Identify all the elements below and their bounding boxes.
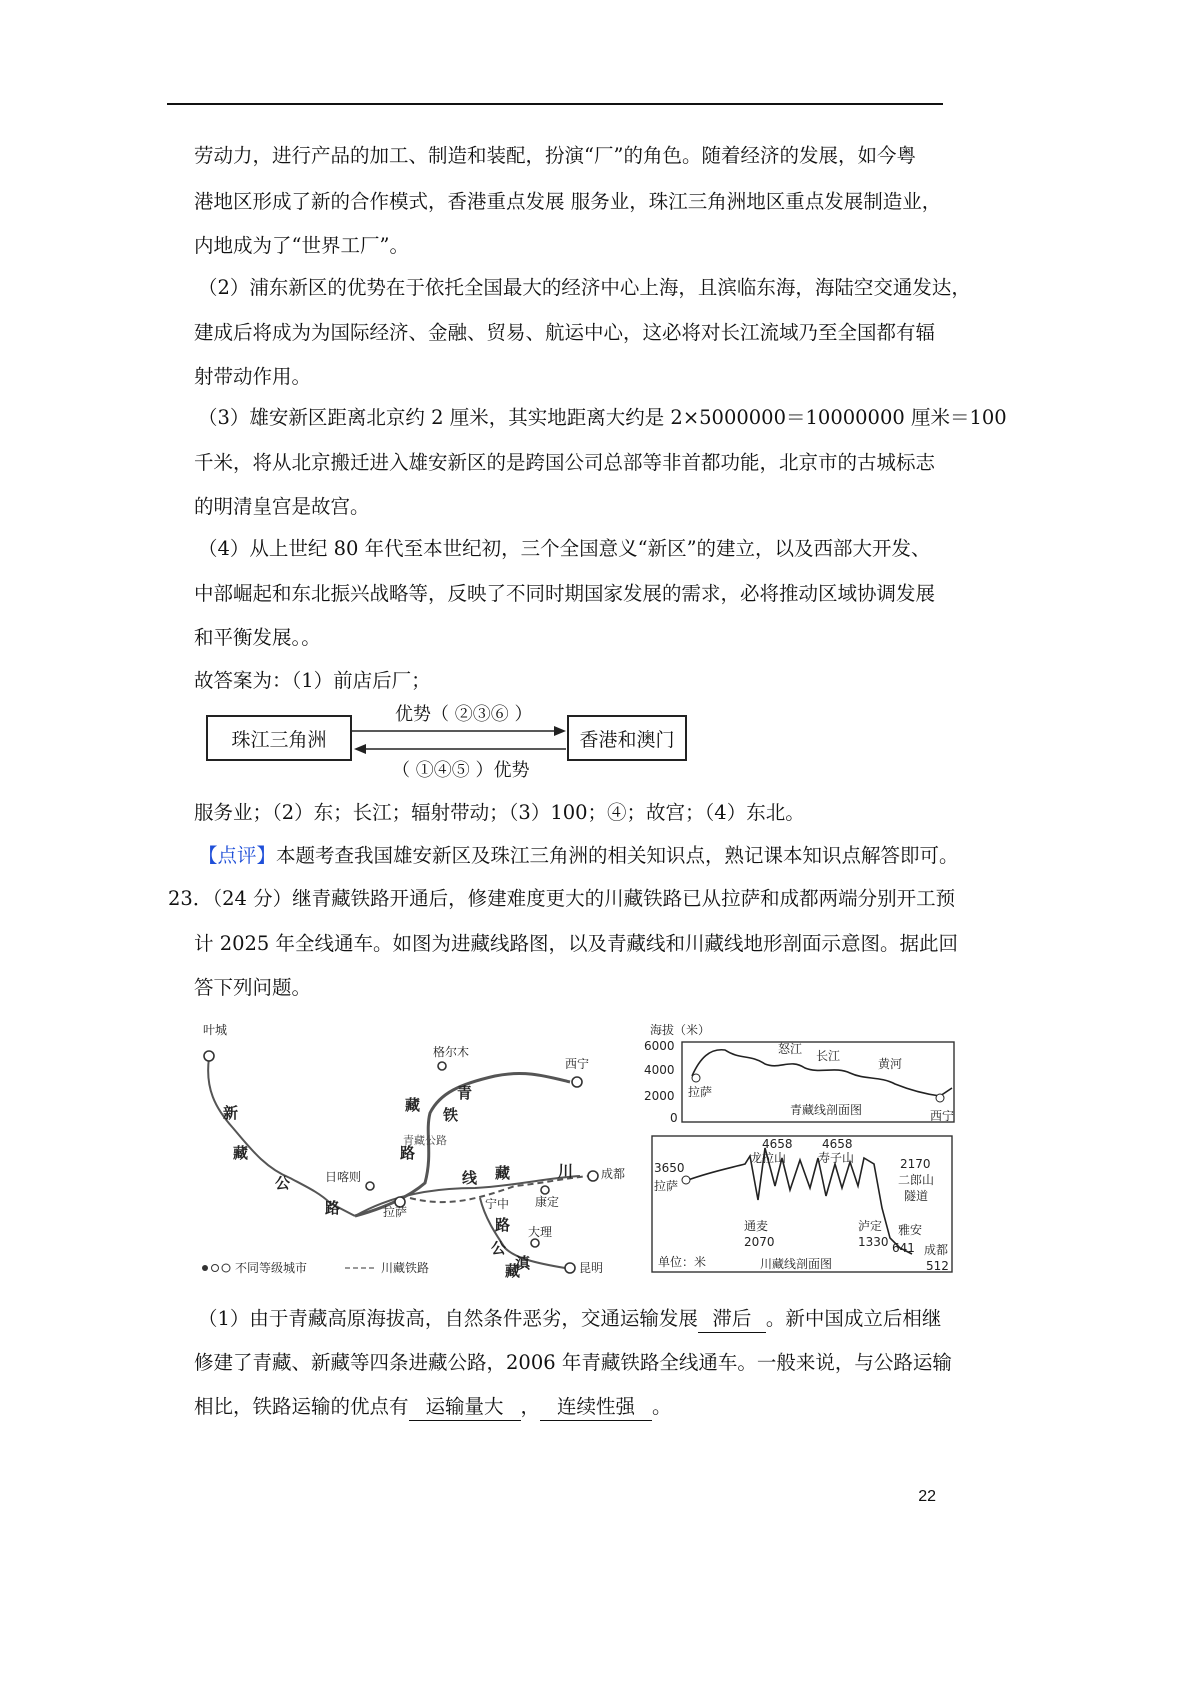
route-map (195, 1018, 625, 1283)
profile1-tick: 4000 (644, 1063, 675, 1077)
profile2-label: 2170 (900, 1157, 931, 1171)
route-char: 藏 (505, 1262, 521, 1280)
subquestion-1-answers (194, 1394, 672, 1421)
chuanzang-profile (650, 1128, 960, 1278)
map-city-label: 成都 (601, 1167, 625, 1181)
route-char: 路 (325, 1199, 341, 1217)
city-marker (572, 1077, 582, 1087)
text-line: 劳动力，进行产品的加工、制造和装配，扮演“厂”的角色。随着经济的发展，如今粤 (194, 144, 916, 167)
profile2-label: 641 (892, 1241, 915, 1255)
text-line: 港地区形成了新的合作模式，香港重点发展 服务业，珠江三角洲地区重点发展制造业， (194, 190, 942, 213)
profile2-label: 龙拉山 (750, 1151, 787, 1165)
profile2-label: 隧道 (904, 1189, 929, 1203)
profile1-tick: 6000 (644, 1039, 675, 1053)
profile2-label: 512 (926, 1259, 949, 1273)
xinzang-road-path (208, 1058, 355, 1216)
text-span: 相比，铁路运输的优点有 (194, 1395, 409, 1418)
map-city-label: 日喀则 (325, 1170, 362, 1184)
route-char: 青 (457, 1084, 473, 1102)
route-char: 藏 (405, 1096, 421, 1114)
map-city-label: 宁中 (485, 1197, 510, 1211)
profile1-label: 拉萨 (688, 1085, 713, 1099)
subquestion-1-line (198, 1306, 941, 1333)
map-city-label: 昆明 (579, 1261, 604, 1275)
profile2-label: 成都 (924, 1243, 949, 1257)
city-marker (541, 1186, 549, 1194)
route-char: 路 (400, 1144, 416, 1162)
profile2-label: 3650 (654, 1161, 685, 1175)
header-rule (167, 103, 943, 105)
profile2-label: 通麦 (744, 1219, 769, 1233)
city-marker (588, 1171, 598, 1181)
map-city-label: 西宁 (565, 1057, 590, 1071)
text-line: 服务业；（2）东；长江；辐射带动；（3）100；④；故宫；（4）东北。 (194, 801, 805, 824)
profile1-tick: 0 (670, 1111, 678, 1125)
comment-line (198, 843, 959, 869)
answer-blank: 连续性强 (540, 1394, 652, 1421)
profile2-caption: 川藏线剖面图 (760, 1257, 833, 1271)
route-char: 线 (462, 1169, 478, 1187)
profile1-tick: 2000 (644, 1089, 675, 1103)
text-line: （2）浦东新区的优势在于依托全国最大的经济中心上海，且滨临东海，海陆空交通发达， (198, 276, 971, 299)
text-line: 的明清皇宫是故宫。 (194, 495, 370, 518)
comment-text: 本题考查我国雄安新区及珠江三角洲的相关知识点，熟记课本知识点解答即可。 (276, 844, 959, 867)
answer-blank: 滞后 (698, 1306, 766, 1333)
answer-blank: 运输量大 (409, 1394, 521, 1421)
text-span: ， (520, 1395, 541, 1418)
flow-left-box: 珠江三角洲 (206, 715, 352, 761)
map-city-label: 康定 (535, 1195, 560, 1209)
profile2-label: 泸定 (858, 1219, 883, 1233)
profile1-label: 西宁 (930, 1109, 955, 1123)
profile2-unit: 单位：米 (658, 1255, 707, 1269)
profile2-label: 拉萨 (654, 1179, 679, 1193)
profile1-caption: 青藏线剖面图 (790, 1103, 863, 1117)
text-span: 。新中国成立后相继 (765, 1307, 942, 1330)
text-line: 内地成为了“世界工厂”。 (194, 234, 409, 257)
text-line: 计 2025 年全线通车。如图为进藏线路图，以及青藏线和川藏线地形剖面示意图。据此回 (194, 932, 959, 955)
text-line: 和平衡发展。。 (194, 626, 321, 649)
question-23-line: 23．（24 分）继青藏铁路开通后，修建难度更大的川藏铁路已从拉萨和成都两端分别开工预 (168, 887, 956, 910)
route-char: 滇 (515, 1254, 531, 1272)
text-line: 修建了青藏、新藏等四条进藏公路，2006 年青藏铁路全线通车。一般来说，与公路运输 (194, 1351, 952, 1374)
profile2-label: 二郎山 (898, 1173, 935, 1187)
profile2-label: 2070 (744, 1235, 775, 1249)
text-span: （1）由于青藏高原海拔高，自然条件恶劣，交通运输发展 (198, 1307, 698, 1330)
legend-rail: 川藏铁路 (381, 1261, 430, 1275)
profile2-label: 4658 (822, 1137, 853, 1151)
route-char: 铁 (443, 1106, 459, 1124)
text-line: （3）雄安新区距离北京约 2 厘米，其实地距离大约是 2×5000000＝10000000 厘米＝100 (198, 406, 1007, 429)
city-marker (565, 1263, 575, 1273)
profile2-label: 1330 (858, 1235, 889, 1249)
profile1-label: 黄河 (878, 1057, 903, 1071)
text-line: （4）从上世纪 80 年代至本世纪初，三个全国意义“新区”的建立，以及西部大开发、 (198, 537, 931, 560)
route-char: 公 (275, 1174, 291, 1192)
route-char: 川 (558, 1162, 574, 1180)
map-city-label: 拉萨 (383, 1205, 408, 1219)
profile1-label: 长江 (816, 1049, 841, 1063)
profile1-ylabel: 海拔（米） (650, 1023, 711, 1037)
flow-top-label: 优势（ ②③⑥ ） (395, 704, 533, 725)
route-char: 藏 (495, 1164, 511, 1182)
map-city-label: 大理 (528, 1225, 553, 1239)
text-line: 建成后将成为为国际经济、金融、贸易、航运中心，这必将对长江流域乃至全国都有辐 (194, 321, 936, 344)
profile1-label: 怒江 (778, 1042, 803, 1056)
city-marker (204, 1051, 214, 1061)
route-label: 青藏公路 (403, 1134, 447, 1147)
legend-cities: 不同等级城市 (235, 1261, 308, 1275)
city-marker (531, 1239, 539, 1247)
city-marker (366, 1182, 374, 1190)
profile2-label: 寿子山 (818, 1151, 855, 1165)
route-char: 新 (223, 1104, 239, 1122)
profile2-label: 4658 (762, 1137, 793, 1151)
answer-heading: 故答案为：（1）前店后厂； (194, 669, 431, 692)
map-city-label: 格尔木 (433, 1045, 470, 1059)
text-line: 答下列问题。 (194, 976, 312, 999)
route-char: 路 (495, 1216, 511, 1234)
comment-tag: 【点评】 (198, 844, 277, 867)
text-line: 千米，将从北京搬迁进入雄安新区的是跨国公司总部等非首都功能，北京市的古城标志 (194, 451, 936, 474)
route-char: 藏 (233, 1144, 249, 1162)
qingzang-profile (640, 1018, 960, 1128)
city-marker (438, 1062, 446, 1070)
flow-right-box: 香港和澳门 (567, 715, 687, 761)
page-number: 22 (918, 1488, 936, 1505)
map-city-label: 叶城 (203, 1023, 228, 1037)
text-line: 射带动作用。 (194, 365, 312, 388)
text-line: 中部崛起和东北振兴战略等，反映了不同时期国家发展的需求，必将推动区域协调发展 (194, 582, 936, 605)
flow-bottom-label: （ ①④⑤ ）优势 (392, 760, 530, 781)
text-span: 。 (652, 1395, 672, 1418)
profile2-label: 雅安 (898, 1223, 923, 1237)
route-char: 公 (491, 1239, 507, 1257)
